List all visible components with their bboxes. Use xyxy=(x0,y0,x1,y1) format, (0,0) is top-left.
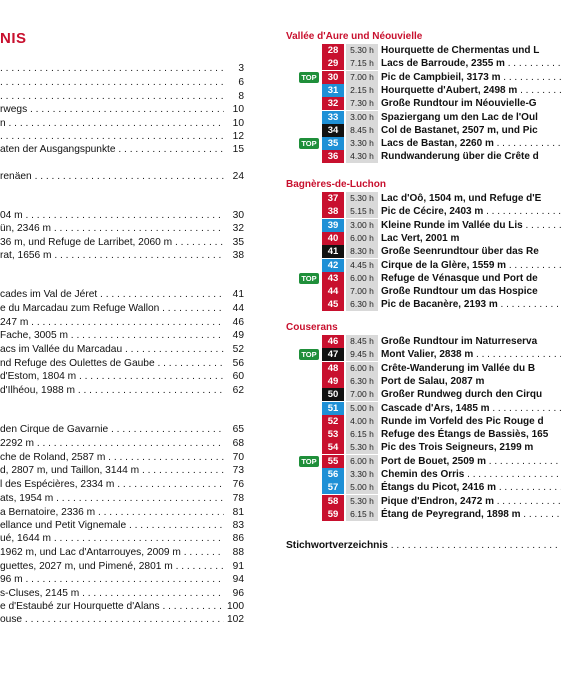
toc-entry-title: n . . . xyxy=(0,117,226,131)
top-badge: TOP xyxy=(299,273,319,284)
duration-badge: 8.30 h xyxy=(346,245,378,258)
duration-badge: 4.30 h xyxy=(346,150,378,163)
route-number-badge: 39 xyxy=(322,219,344,232)
toc-entry-page: 3 xyxy=(224,62,244,76)
route-title: Hourquette de Chermentas und L xyxy=(381,45,540,56)
route-entry[interactable] xyxy=(286,468,561,481)
toc-entry[interactable] xyxy=(0,370,244,384)
toc-entry-title: ün, 2346 m . . . xyxy=(0,222,226,236)
route-entry[interactable] xyxy=(286,97,561,110)
route-number-badge: 33 xyxy=(322,111,344,124)
route-entry[interactable] xyxy=(286,245,561,258)
route-entry[interactable] xyxy=(286,481,561,494)
toc-entry[interactable] xyxy=(0,437,244,451)
toc-entry-title: acs im Vallée du Marcadau . . . xyxy=(0,343,226,357)
route-number-badge: 51 xyxy=(322,402,344,415)
route-entry[interactable] xyxy=(286,219,561,232)
duration-badge: 6.15 h xyxy=(346,428,378,441)
toc-entry-title: rwegs . . . xyxy=(0,103,226,117)
index-entry[interactable]: Stichwortverzeichnis . . . xyxy=(286,540,561,551)
route-title: Spaziergang um den Lac de l'Oul xyxy=(381,111,538,123)
duration-badge: 6.30 h xyxy=(346,375,378,388)
route-title: Pic des Trois Seigneurs, 2199 m xyxy=(381,442,534,454)
route-title: Pique d'Endron, 2472 m . . . xyxy=(381,495,561,508)
route-title: Cirque de la Glère, 1559 m . . . xyxy=(381,259,561,272)
route-number-badge: 35 xyxy=(322,137,344,150)
route-entry[interactable] xyxy=(286,84,561,97)
top-badge: TOP xyxy=(299,456,319,467)
toc-entry-page: 49 xyxy=(224,329,244,343)
route-title: Mont Valier, 2838 m . . . xyxy=(381,348,561,361)
toc-entry-title: 2292 m . . . xyxy=(0,437,226,451)
route-title: Crête-Wanderung im Vallée du B xyxy=(381,362,536,374)
duration-badge: 5.30 h xyxy=(346,192,378,205)
route-number-badge: 40 xyxy=(322,232,344,245)
toc-entry-title xyxy=(0,130,226,144)
route-entry[interactable] xyxy=(286,192,561,205)
top-badge: TOP xyxy=(299,72,319,83)
toc-entry-title: a Bernatoire, 2336 m . . . xyxy=(0,506,226,520)
right-column xyxy=(286,0,561,673)
toc-entry-page: 60 xyxy=(224,370,244,384)
toc-entry-page: 12 xyxy=(224,130,244,144)
route-number-badge: 38 xyxy=(322,205,344,218)
route-number-badge: 30 xyxy=(322,71,344,84)
toc-entry-page: 91 xyxy=(224,560,244,574)
route-title: Pic de Bacanère, 2193 m . . . xyxy=(381,298,561,311)
duration-badge: 4.00 h xyxy=(346,415,378,428)
toc-entry-title: d'Ilhéou, 1988 m . . . xyxy=(0,384,226,398)
route-number-badge: 31 xyxy=(322,84,344,97)
route-title: Große Rundtour um das Hospice xyxy=(381,286,538,298)
duration-badge: 5.30 h xyxy=(346,495,378,508)
toc-entry-page: 44 xyxy=(224,302,244,316)
toc-entry[interactable] xyxy=(0,209,244,223)
toc-entry-title: 1962 m, und Lac d'Antarrouyes, 2009 m . . . xyxy=(0,546,226,560)
route-number-badge: 48 xyxy=(322,362,344,375)
toc-entry-page: 102 xyxy=(224,613,244,627)
route-entry[interactable] xyxy=(286,375,561,388)
toc-entry[interactable] xyxy=(0,316,244,330)
route-entry[interactable] xyxy=(286,150,561,163)
toc-entry[interactable] xyxy=(0,62,244,76)
toc-entry-page: 78 xyxy=(224,492,244,506)
toc-entry-title: s-Cluses, 2145 m . . . xyxy=(0,587,226,601)
toc-entry-page: 68 xyxy=(224,437,244,451)
route-entry[interactable] xyxy=(286,111,561,124)
toc-entry[interactable] xyxy=(0,492,244,506)
route-number-badge: 45 xyxy=(322,298,344,311)
toc-entry-title: aten der Ausgangspunkte . . . xyxy=(0,143,226,157)
toc-entry-title: e du Marcadau zum Refuge Wallon . . . xyxy=(0,302,226,316)
toc-entry-page: 6 xyxy=(224,76,244,90)
toc-entry[interactable] xyxy=(0,560,244,574)
toc-entry-title: den Cirque de Gavarnie . . . xyxy=(0,423,226,437)
route-entry[interactable] xyxy=(286,508,561,521)
route-entry[interactable] xyxy=(286,402,561,415)
route-number-badge: 49 xyxy=(322,375,344,388)
route-title: Kleine Runde im Vallée du Lis . . . xyxy=(381,219,561,232)
route-entry[interactable] xyxy=(286,388,561,401)
toc-entry-title: rat, 1656 m . . . xyxy=(0,249,226,263)
toc-entry[interactable] xyxy=(0,519,244,533)
toc-entry-page: 56 xyxy=(224,357,244,371)
toc-entry[interactable] xyxy=(0,236,244,250)
duration-badge: 7.00 h xyxy=(346,388,378,401)
toc-entry[interactable] xyxy=(0,587,244,601)
toc-entry[interactable] xyxy=(0,329,244,343)
top-badge: TOP xyxy=(299,138,319,149)
toc-entry[interactable] xyxy=(0,451,244,465)
toc-entry-page: 10 xyxy=(224,117,244,131)
toc-entry-page: 41 xyxy=(224,288,244,302)
toc-entry-title xyxy=(0,62,226,76)
toc-entry-page: 8 xyxy=(224,90,244,104)
toc-entry-title: l des Espécières, 2334 m . . . xyxy=(0,478,226,492)
route-entry[interactable] xyxy=(286,415,561,428)
route-number-badge: 54 xyxy=(322,441,344,454)
route-entry[interactable] xyxy=(286,272,561,285)
route-title: Große Seenrundtour über das Re xyxy=(381,246,539,258)
toc-entry-title: guettes, 2027 m, und Pimené, 2801 m . . . xyxy=(0,560,226,574)
duration-badge: 8.45 h xyxy=(346,335,378,348)
toc-entry[interactable] xyxy=(0,288,244,302)
toc-entry[interactable] xyxy=(0,613,244,627)
section-heading: Couserans xyxy=(286,322,338,333)
toc-entry-page: 30 xyxy=(224,209,244,223)
toc-entry[interactable] xyxy=(0,76,244,90)
toc-entry-page: 24 xyxy=(224,170,244,184)
route-entry[interactable] xyxy=(286,232,561,245)
toc-entry-title: Fache, 3005 m . . . xyxy=(0,329,226,343)
toc-entry-title: ouse . . . xyxy=(0,613,226,627)
toc-entry-page: 86 xyxy=(224,532,244,546)
duration-badge: 6.00 h xyxy=(346,362,378,375)
route-title: Lacs de Barroude, 2355 m . . . xyxy=(381,57,561,70)
toc-entry-page: 65 xyxy=(224,423,244,437)
duration-badge: 5.15 h xyxy=(346,205,378,218)
route-entry[interactable] xyxy=(286,455,561,468)
route-number-badge: 59 xyxy=(322,508,344,521)
toc-entry-page: 10 xyxy=(224,103,244,117)
toc-entry-title: ellance und Petit Vignemale . . . xyxy=(0,519,226,533)
duration-badge: 6.00 h xyxy=(346,232,378,245)
route-entry[interactable] xyxy=(286,428,561,441)
route-number-badge: 50 xyxy=(322,388,344,401)
route-number-badge: 47 xyxy=(322,348,344,361)
route-number-badge: 56 xyxy=(322,468,344,481)
section-heading: Vallée d'Aure und Néouvielle xyxy=(286,31,423,42)
toc-entry[interactable] xyxy=(0,423,244,437)
toc-entry-page: 96 xyxy=(224,587,244,601)
duration-badge: 5.00 h xyxy=(346,481,378,494)
toc-entry-page: 35 xyxy=(224,236,244,250)
toc-entry[interactable] xyxy=(0,343,244,357)
toc-entry[interactable] xyxy=(0,103,244,117)
section-heading: Bagnères-de-Luchon xyxy=(286,179,387,190)
toc-entry-title: renäen . . . xyxy=(0,170,226,184)
route-number-badge: 34 xyxy=(322,124,344,137)
toc-entry-title: 36 m, und Refuge de Larribet, 2060 m . . . xyxy=(0,236,226,250)
route-number-badge: 55 xyxy=(322,455,344,468)
route-title: Étang de Peyregrand, 1898 m . . . xyxy=(381,508,561,521)
route-number-badge: 53 xyxy=(322,428,344,441)
route-number-badge: 37 xyxy=(322,192,344,205)
toc-entry-title: e d'Estaubé zur Hourquette d'Alans . . . xyxy=(0,600,226,614)
toc-entry-page: 76 xyxy=(224,478,244,492)
route-number-badge: 43 xyxy=(322,272,344,285)
route-title: Hourquette d'Aubert, 2498 m . . . xyxy=(381,84,561,97)
route-entry[interactable] xyxy=(286,495,561,508)
toc-entry[interactable] xyxy=(0,222,244,236)
duration-badge: 5.00 h xyxy=(346,402,378,415)
toc-entry[interactable] xyxy=(0,600,244,614)
toc-entry[interactable] xyxy=(0,464,244,478)
route-entry[interactable] xyxy=(286,137,561,150)
top-badge: TOP xyxy=(299,349,319,360)
toc-entry[interactable] xyxy=(0,170,244,184)
route-title: Lac d'Oô, 1504 m, und Refuge d'E xyxy=(381,193,542,204)
route-entry[interactable] xyxy=(286,348,561,361)
route-title: Pic de Campbieil, 3173 m . . . xyxy=(381,71,561,84)
duration-badge: 2.15 h xyxy=(346,84,378,97)
toc-entry[interactable] xyxy=(0,249,244,263)
route-title: Refuge de Vénasque und Port de xyxy=(381,272,538,284)
route-entry[interactable] xyxy=(286,441,561,454)
route-entry[interactable] xyxy=(286,335,561,348)
duration-badge: 3.30 h xyxy=(346,137,378,150)
route-title: Große Rundtour im Naturreserva xyxy=(381,336,538,347)
toc-entry[interactable] xyxy=(0,90,244,104)
route-number-badge: 42 xyxy=(322,259,344,272)
route-number-badge: 57 xyxy=(322,481,344,494)
route-number-badge: 29 xyxy=(322,57,344,70)
toc-entry-page: 62 xyxy=(224,384,244,398)
page-title: NIS xyxy=(0,30,27,47)
toc-entry[interactable] xyxy=(0,302,244,316)
toc-entry-title: d'Estom, 1804 m . . . xyxy=(0,370,226,384)
duration-badge: 4.45 h xyxy=(346,259,378,272)
route-title: Rundwanderung über die Crête d xyxy=(381,151,539,163)
route-number-badge: 36 xyxy=(322,150,344,163)
toc-entry-title: 04 m . . . xyxy=(0,209,226,223)
route-entry[interactable] xyxy=(286,259,561,272)
toc-entry-page: 100 xyxy=(224,600,244,614)
route-number-badge: 52 xyxy=(322,415,344,428)
toc-entry[interactable] xyxy=(0,357,244,371)
route-title: Lacs de Bastan, 2260 m . . . xyxy=(381,137,561,150)
toc-entry[interactable] xyxy=(0,546,244,560)
route-entry[interactable] xyxy=(286,285,561,298)
route-entry[interactable] xyxy=(286,205,561,218)
toc-entry[interactable] xyxy=(0,143,244,157)
route-number-badge: 41 xyxy=(322,245,344,258)
toc-entry-page: 94 xyxy=(224,573,244,587)
toc-entry-page: 88 xyxy=(224,546,244,560)
route-number-badge: 32 xyxy=(322,97,344,110)
toc-entry-title xyxy=(0,76,226,90)
toc-entry-title: ué, 1644 m . . . xyxy=(0,532,226,546)
toc-entry-page: 38 xyxy=(224,249,244,263)
duration-badge: 6.00 h xyxy=(346,272,378,285)
toc-entry-page: 81 xyxy=(224,506,244,520)
toc-entry-page: 70 xyxy=(224,451,244,465)
route-title: Lac Vert, 2001 m xyxy=(381,232,460,244)
route-entry[interactable] xyxy=(286,362,561,375)
toc-entry-page: 73 xyxy=(224,464,244,478)
route-entry[interactable] xyxy=(286,71,561,84)
toc-entry-title: nd Refuge des Oulettes de Gaube . . . xyxy=(0,357,226,371)
route-entry[interactable] xyxy=(286,57,561,70)
toc-entry-page: 46 xyxy=(224,316,244,330)
toc-entry-title xyxy=(0,90,226,104)
duration-badge: 7.15 h xyxy=(346,57,378,70)
route-title: Große Rundtour im Néouvielle-G xyxy=(381,98,537,110)
toc-entry[interactable] xyxy=(0,130,244,144)
toc-entry-page: 52 xyxy=(224,343,244,357)
route-number-badge: 58 xyxy=(322,495,344,508)
toc-entry[interactable] xyxy=(0,506,244,520)
route-number-badge: 44 xyxy=(322,285,344,298)
duration-badge: 7.00 h xyxy=(346,71,378,84)
duration-badge: 9.45 h xyxy=(346,348,378,361)
duration-badge: 7.00 h xyxy=(346,285,378,298)
route-number-badge: 28 xyxy=(322,44,344,57)
toc-entry-title: d, 2807 m, und Taillon, 3144 m . . . xyxy=(0,464,226,478)
toc-entry[interactable] xyxy=(0,573,244,587)
left-column xyxy=(0,0,244,673)
toc-entry-page: 15 xyxy=(224,143,244,157)
route-title: Chemin des Orris . . . xyxy=(381,468,561,481)
route-entry[interactable] xyxy=(286,298,561,311)
toc-entry-title: 96 m . . . xyxy=(0,573,226,587)
toc-entry-title: che de Roland, 2587 m . . . xyxy=(0,451,226,465)
duration-badge: 6.00 h xyxy=(346,455,378,468)
toc-entry[interactable] xyxy=(0,117,244,131)
duration-badge: 6.15 h xyxy=(346,508,378,521)
toc-entry[interactable] xyxy=(0,384,244,398)
duration-badge: 3.00 h xyxy=(346,111,378,124)
toc-entry-title: 247 m . . . xyxy=(0,316,226,330)
duration-badge: 3.00 h xyxy=(346,219,378,232)
toc-entry[interactable] xyxy=(0,478,244,492)
route-title: Großer Rundweg durch den Cirqu xyxy=(381,389,543,401)
route-title: Port de Salau, 2087 m xyxy=(381,375,485,387)
route-title: Refuge des Étangs de Bassiès, 165 xyxy=(381,429,549,441)
route-title: Cascade d'Ars, 1485 m . . . xyxy=(381,402,561,415)
toc-entry[interactable] xyxy=(0,532,244,546)
toc-entry-page: 83 xyxy=(224,519,244,533)
route-number-badge: 46 xyxy=(322,335,344,348)
toc-entry-title: ats, 1954 m . . . xyxy=(0,492,226,506)
toc-entry-title: cades im Val de Jéret . . . xyxy=(0,288,226,302)
route-entry[interactable] xyxy=(286,124,561,137)
duration-badge: 6.30 h xyxy=(346,298,378,311)
duration-badge: 5.30 h xyxy=(346,441,378,454)
route-title: Port de Bouet, 2509 m . . . xyxy=(381,455,561,468)
duration-badge: 7.30 h xyxy=(346,97,378,110)
route-title: Étangs du Picot, 2416 m . . . xyxy=(381,481,561,494)
route-title: Pic de Cécire, 2403 m . . . xyxy=(381,205,561,218)
route-entry[interactable] xyxy=(286,44,561,57)
duration-badge: 3.30 h xyxy=(346,468,378,481)
duration-badge: 5.30 h xyxy=(346,44,378,57)
toc-entry-page: 32 xyxy=(224,222,244,236)
route-title: Col de Bastanet, 2507 m, und Pic xyxy=(381,124,538,136)
route-title: Runde im Vorfeld des Pic Rouge d xyxy=(381,415,544,427)
duration-badge: 8.45 h xyxy=(346,124,378,137)
